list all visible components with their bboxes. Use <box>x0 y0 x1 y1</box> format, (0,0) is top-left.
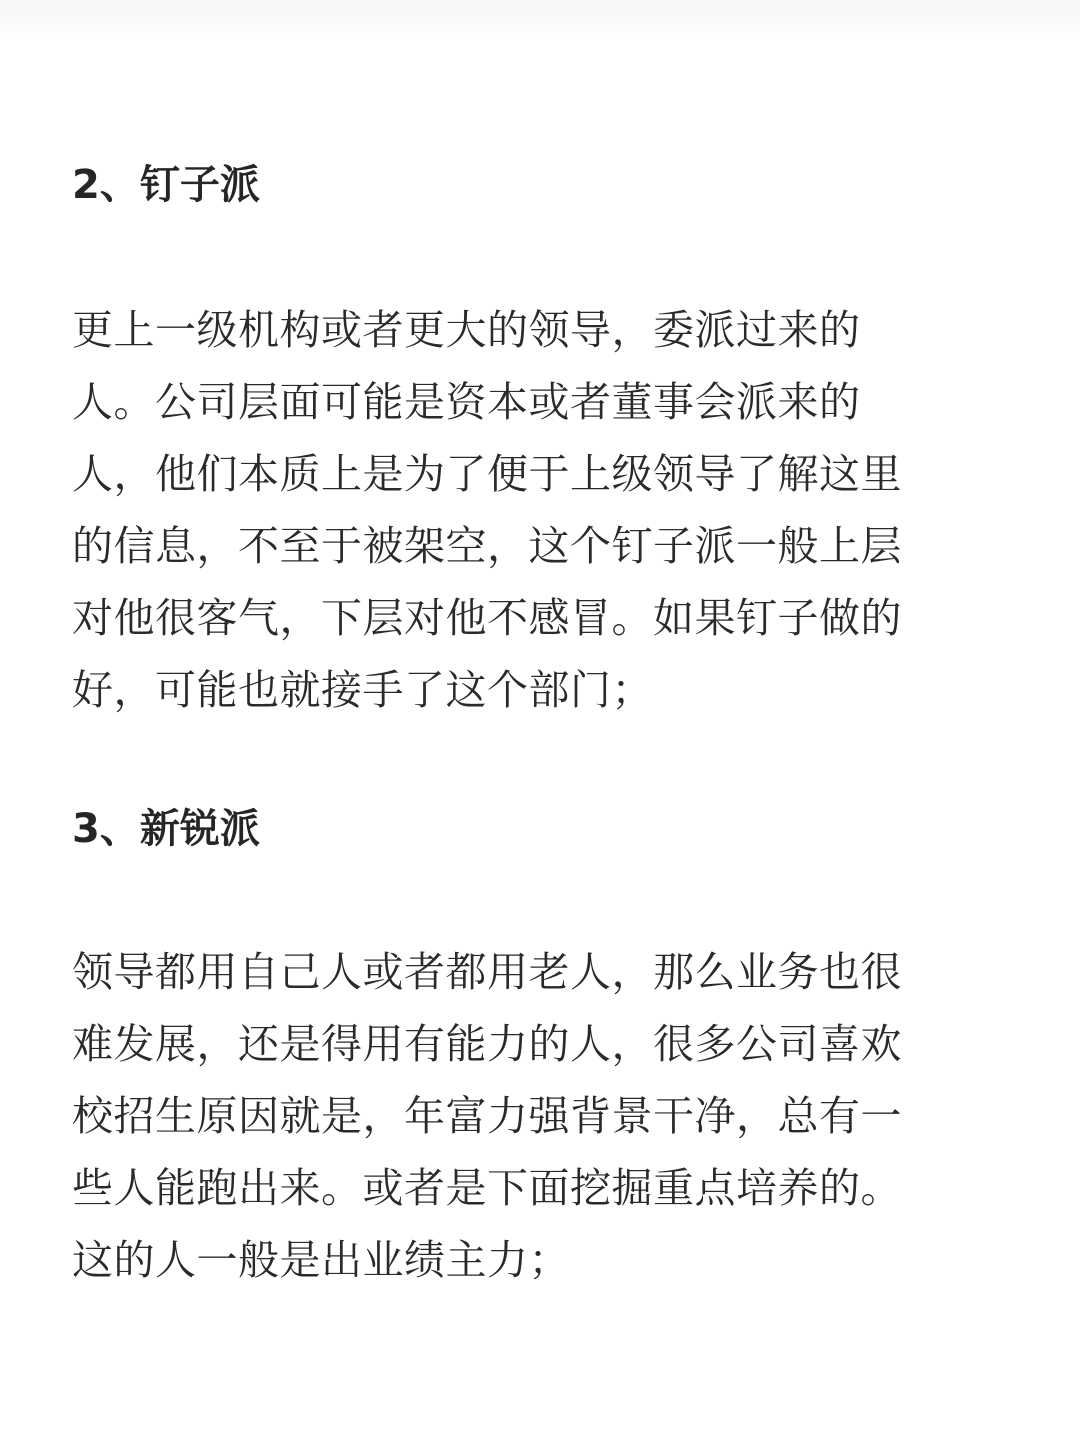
paragraph-line: 领导都用自己人或者都用老人，那么业务也很 <box>72 948 902 996</box>
section-title-2: 2、钉子派 <box>72 162 260 208</box>
section-body-3 <box>72 936 1012 1296</box>
paragraph-line: 难发展，还是得用有能力的人，很多公司喜欢 <box>72 1020 902 1068</box>
section-title-3: 3、新锐派 <box>72 806 260 852</box>
paragraph-line: 更上一级机构或者更大的领导，委派过来的 <box>72 306 861 354</box>
paragraph-line: 人。公司层面可能是资本或者董事会派来的 <box>72 378 861 426</box>
paragraph-line: 对他很客气，下层对他不感冒。如果钉子做的 <box>72 594 902 642</box>
section-body-2 <box>72 294 1012 726</box>
paragraph-line: 好，可能也就接手了这个部门； <box>72 666 653 714</box>
paragraph-line: 些人能跑出来。或者是下面挖掘重点培养的。 <box>72 1164 902 1212</box>
top-edge-shadow <box>0 0 1080 40</box>
paragraph-line: 这的人一般是出业绩主力； <box>72 1236 570 1284</box>
paragraph-line: 校招生原因就是，年富力强背景干净，总有一 <box>72 1092 902 1140</box>
paragraph-line: 的信息，不至于被架空，这个钉子派一般上层 <box>72 522 902 570</box>
paragraph-line: 人，他们本质上是为了便于上级领导了解这里 <box>72 450 902 498</box>
